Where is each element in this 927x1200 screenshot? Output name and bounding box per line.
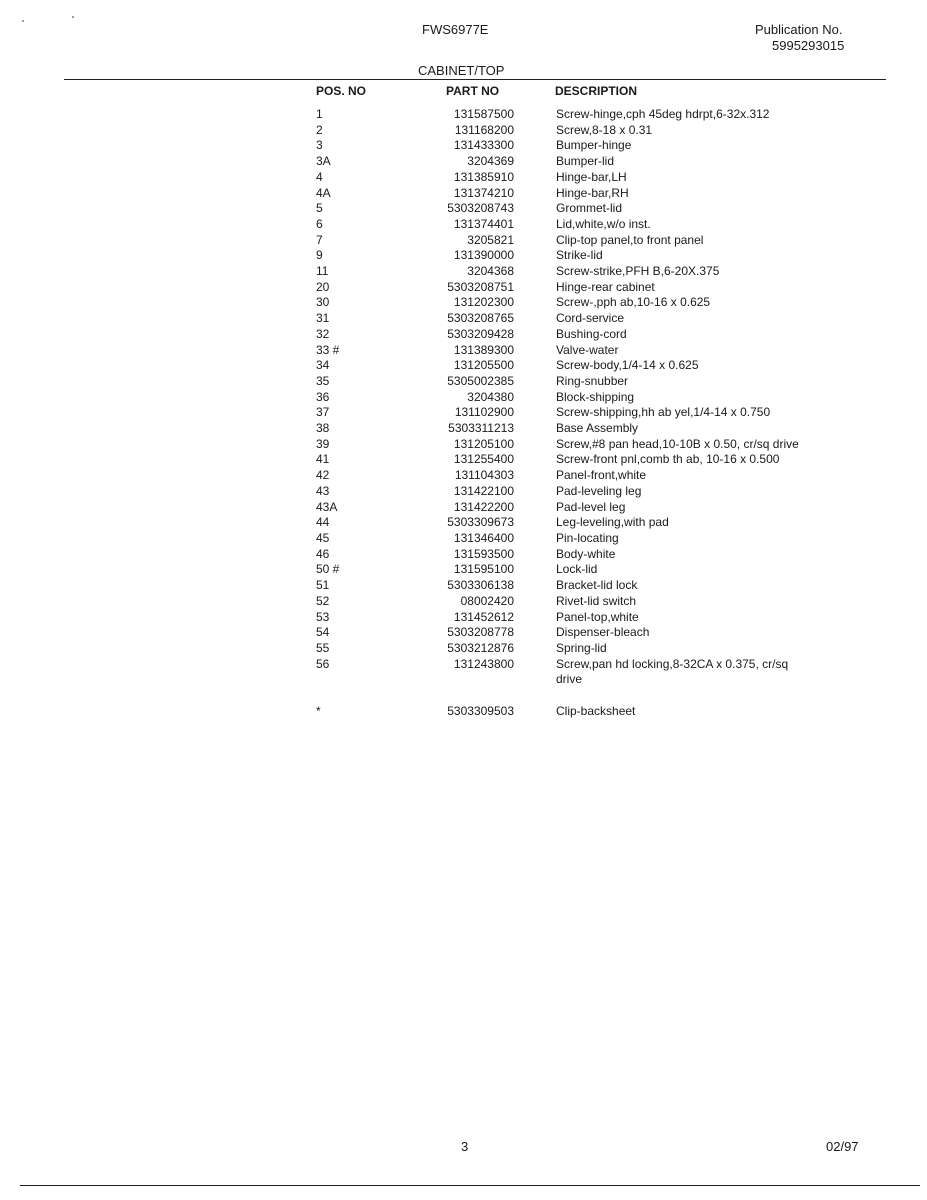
- pos-cell: 1: [316, 107, 323, 121]
- part-number-cell: 131374210: [453, 185, 514, 200]
- parts-row: [0, 515, 927, 531]
- publication-date: 02/97: [826, 1139, 859, 1154]
- part-number-cell: 131595100: [453, 562, 514, 577]
- pos-cell: 2: [316, 122, 323, 137]
- pos-cell: 51: [316, 578, 330, 593]
- description-cell: Block-shipping: [556, 389, 635, 404]
- pos-cell: 39: [316, 436, 330, 451]
- pos-cell: 52: [316, 593, 330, 608]
- parts-row: [0, 248, 927, 264]
- pos-cell: 6: [316, 216, 323, 231]
- parts-row: [0, 594, 927, 610]
- part-number-cell: 131374401: [453, 216, 514, 231]
- description-cell: Panel-front,white: [556, 468, 647, 483]
- part-number-cell: 3204369: [467, 154, 514, 169]
- part-number-cell: 5303209428: [447, 326, 514, 341]
- parts-row: [0, 123, 927, 139]
- parts-row: [0, 358, 927, 374]
- part-number-cell: 131385910: [453, 169, 514, 184]
- pos-cell: 46: [316, 546, 330, 561]
- description-cell: Cord-service: [556, 311, 625, 326]
- description-cell: Hinge-rear cabinet: [556, 279, 655, 294]
- section-title: CABINET/TOP: [418, 63, 505, 78]
- part-number-cell: 5303208751: [447, 279, 514, 294]
- pos-cell: *: [316, 704, 321, 719]
- parts-row: [0, 186, 927, 202]
- pos-cell: 20: [316, 279, 330, 294]
- description-cell: Bumper-hinge: [556, 138, 632, 153]
- part-number-cell: 3204380: [467, 389, 514, 404]
- publication-number: 5995293015: [772, 38, 845, 53]
- pos-cell: 31: [316, 311, 330, 326]
- pos-cell: 32: [316, 326, 330, 341]
- description-cell: Dispenser-bleach: [556, 625, 650, 640]
- pos-cell: 11: [316, 264, 329, 279]
- scan-dot: [22, 20, 24, 22]
- part-number-cell: 5303208765: [447, 311, 514, 326]
- part-number-cell: 3205821: [467, 232, 514, 247]
- footer-rule: [20, 1185, 920, 1186]
- parts-row: [0, 578, 927, 594]
- description-cell: Screw,#8 pan head,10-10B x 0.50, cr/sq drive: [556, 436, 799, 451]
- description-cell: Screw,8-18 x 0.31: [556, 122, 653, 137]
- description-cell: Pad-leveling leg: [556, 483, 642, 498]
- pos-cell: 45: [316, 530, 330, 545]
- parts-row: [0, 421, 927, 437]
- description-cell: Leg-leveling,with pad: [556, 515, 669, 530]
- part-number-cell: 131422100: [453, 483, 514, 498]
- parts-row: [0, 311, 927, 327]
- part-number-cell: 5303208743: [447, 201, 514, 216]
- column-header-pos: POS. NO: [316, 84, 367, 98]
- pos-cell: 37: [316, 405, 330, 420]
- parts-row: [0, 374, 927, 390]
- parts-list: [0, 107, 927, 720]
- description-cell: Panel-top,white: [556, 609, 639, 624]
- parts-row: [0, 562, 927, 578]
- parts-row: [0, 343, 927, 359]
- parts-row: [0, 468, 927, 484]
- description-cell: Rivet-lid switch: [556, 593, 637, 608]
- description-cell: Pad-level leg: [556, 499, 626, 514]
- pos-cell: 4: [316, 169, 323, 184]
- pos-cell: 44: [316, 515, 330, 530]
- description-cell: Ring-snubber: [556, 373, 629, 388]
- parts-row: [0, 327, 927, 343]
- parts-row: [0, 107, 927, 123]
- description-cell: Lid,white,w/o inst.: [556, 216, 651, 231]
- model-number: FWS6977E: [422, 22, 489, 37]
- parts-row: [0, 264, 927, 280]
- part-number-cell: 3204368: [467, 264, 514, 279]
- part-number-cell: 131390000: [453, 248, 514, 263]
- part-number-cell: 131422200: [453, 499, 514, 514]
- part-number-cell: 131243800: [453, 656, 514, 671]
- part-number-cell: 08002420: [460, 593, 514, 608]
- part-number-cell: 131587500: [453, 107, 514, 121]
- parts-row: [0, 500, 927, 516]
- part-number-cell: 131102900: [454, 405, 514, 420]
- parts-row: [0, 201, 927, 217]
- pos-cell: 36: [316, 389, 330, 404]
- description-cell: Strike-lid: [556, 248, 603, 263]
- description-cell: Screw-body,1/4-14 x 0.625: [556, 358, 699, 373]
- part-number-cell: 5303208778: [447, 625, 514, 640]
- description-cell: Screw-,pph ab,10-16 x 0.625: [556, 295, 711, 310]
- part-number-cell: 5303212876: [447, 640, 514, 655]
- part-number-cell: 131452612: [453, 609, 514, 624]
- page-number: 3: [461, 1139, 469, 1154]
- parts-row: [0, 280, 927, 296]
- description-cell: Grommet-lid: [556, 201, 623, 216]
- part-number-cell: 5303311213: [448, 421, 514, 436]
- parts-row: [0, 625, 927, 641]
- part-number-cell: 131205100: [453, 436, 514, 451]
- description-cell: Base Assembly: [556, 421, 639, 436]
- description-cell: Clip-backsheet: [556, 704, 636, 719]
- parts-row: [0, 452, 927, 468]
- description-cell: Bumper-lid: [556, 154, 615, 169]
- description-cell: Hinge-bar,RH: [556, 185, 629, 200]
- description-cell: Hinge-bar,LH: [556, 169, 627, 184]
- description-cell: Pin-locating: [556, 530, 619, 545]
- header-rule: [64, 79, 886, 80]
- parts-row: [0, 295, 927, 311]
- pos-cell: 50 #: [316, 562, 340, 577]
- pos-cell: 54: [316, 625, 330, 640]
- description-cell: Bracket-lid lock: [556, 578, 638, 593]
- description-cell: Bushing-cord: [556, 326, 627, 341]
- description-cell: Screw-hinge,cph 45deg hdrpt,6-32x.312: [556, 107, 770, 121]
- pos-cell: 7: [316, 232, 323, 247]
- parts-row: [0, 657, 927, 688]
- description-cell: Screw-shipping,hh ab yel,1/4-14 x 0.750: [556, 405, 771, 420]
- scan-dot: [72, 16, 74, 18]
- part-number-cell: 131593500: [453, 546, 514, 561]
- column-header-description: DESCRIPTION: [555, 84, 638, 98]
- description-cell: Screw-strike,PFH B,6-20X.375: [556, 264, 720, 279]
- pos-cell: 43A: [316, 499, 338, 514]
- publication-label: Publication No.: [755, 22, 843, 37]
- parts-row: [0, 484, 927, 500]
- parts-row: [0, 138, 927, 154]
- parts-row: [0, 170, 927, 186]
- pos-cell: 38: [316, 421, 330, 436]
- parts-row: [0, 531, 927, 547]
- description-cell: Lock-lid: [556, 562, 598, 577]
- parts-row: [0, 217, 927, 233]
- part-number-cell: 131168200: [454, 122, 514, 137]
- column-header-part: PART NO: [446, 84, 500, 98]
- part-number-cell: 131202300: [453, 295, 514, 310]
- part-number-cell: 131346400: [453, 530, 514, 545]
- part-number-cell: 131433300: [453, 138, 514, 153]
- pos-cell: 35: [316, 373, 330, 388]
- pos-cell: 33 #: [316, 342, 340, 357]
- description-cell: Clip-top panel,to front panel: [556, 232, 704, 247]
- parts-row: [0, 641, 927, 657]
- parts-row: [0, 610, 927, 626]
- part-number-cell: 131104303: [454, 468, 514, 483]
- pos-cell: 43: [316, 483, 330, 498]
- pos-cell: 3A: [316, 154, 331, 169]
- part-number-cell: 5303306138: [447, 578, 514, 593]
- parts-row: [0, 704, 927, 720]
- pos-cell: 34: [316, 358, 330, 373]
- part-number-cell: 131205500: [453, 358, 514, 373]
- parts-row: [0, 437, 927, 453]
- description-cell: Body-white: [556, 546, 616, 561]
- pos-cell: 3: [316, 138, 323, 153]
- pos-cell: 4A: [316, 185, 331, 200]
- pos-cell: 56: [316, 656, 330, 671]
- pos-cell: 55: [316, 640, 330, 655]
- description-cell: Valve-water: [556, 342, 619, 357]
- part-number-cell: 5305002385: [447, 373, 514, 388]
- pos-cell: 41: [316, 452, 330, 467]
- parts-row: [0, 390, 927, 406]
- pos-cell: 9: [316, 248, 323, 263]
- part-number-cell: 131389300: [453, 342, 514, 357]
- description-cell: Screw-front pnl,comb th ab, 10-16 x 0.500: [556, 452, 780, 467]
- parts-row: [0, 154, 927, 170]
- part-number-cell: 5303309673: [447, 515, 514, 530]
- pos-cell: 53: [316, 609, 330, 624]
- pos-cell: 42: [316, 468, 330, 483]
- description-cell: Spring-lid: [556, 640, 607, 655]
- description-cell: Screw,pan hd locking,8-32CA x 0.375, cr/sq drive: [556, 656, 789, 687]
- parts-row: [0, 547, 927, 563]
- pos-cell: 30: [316, 295, 330, 310]
- part-number-cell: 131255400: [453, 452, 514, 467]
- part-number-cell: 5303309503: [447, 704, 514, 719]
- parts-row: [0, 405, 927, 421]
- parts-row: [0, 233, 927, 249]
- pos-cell: 5: [316, 201, 323, 216]
